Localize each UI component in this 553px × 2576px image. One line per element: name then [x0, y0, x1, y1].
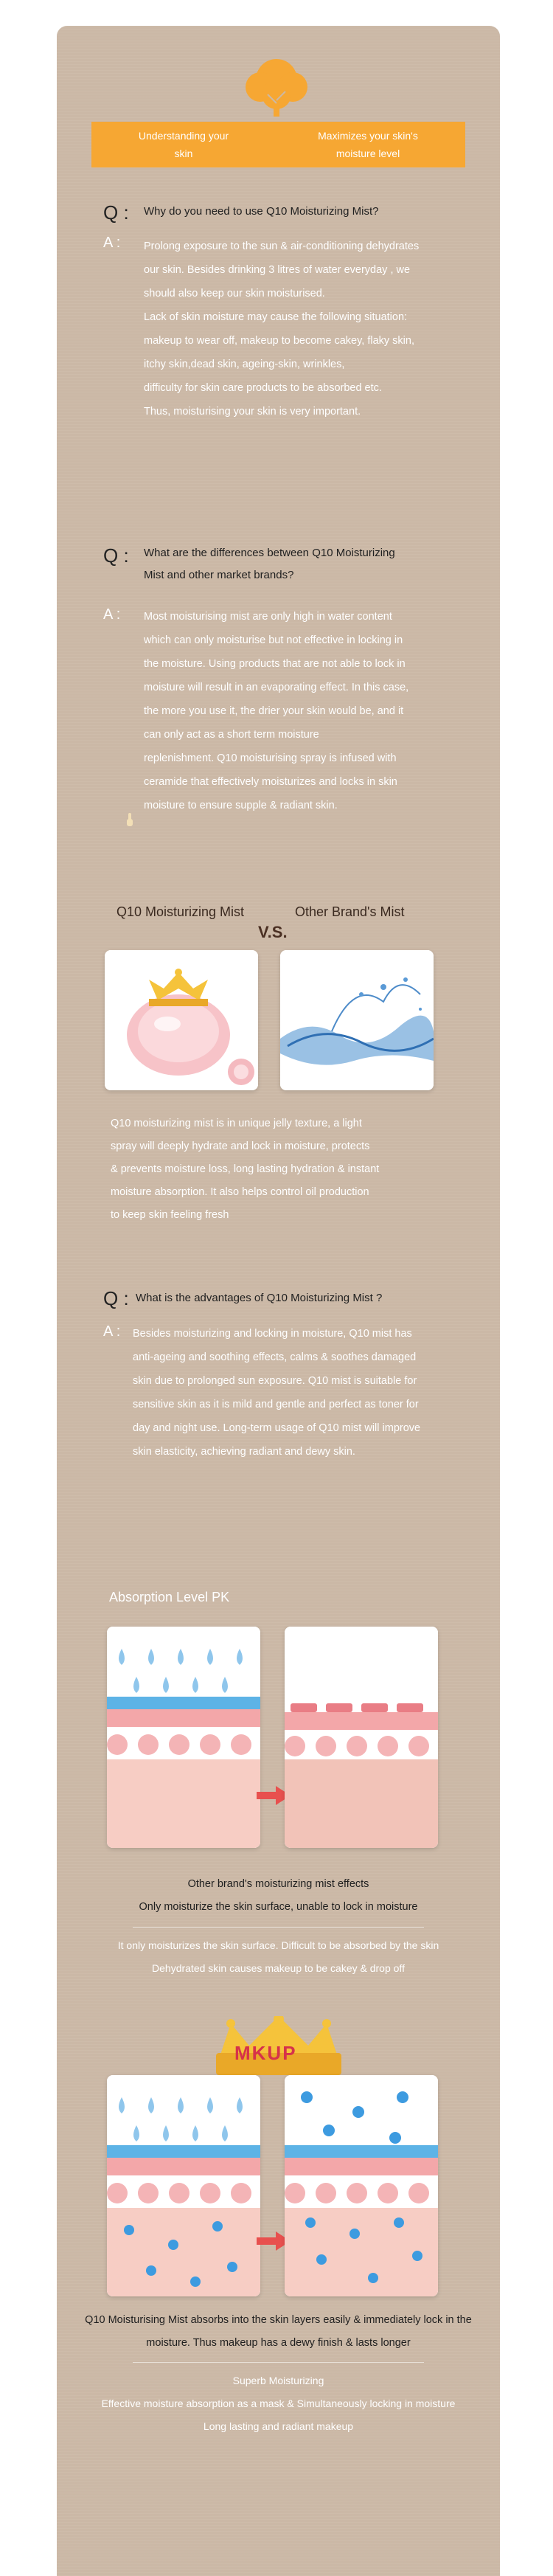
- divider-2: [133, 2362, 424, 2363]
- compare-vs: V.S.: [258, 923, 288, 941]
- qa1-answer: Prolong exposure to the sun & air-conditioning dehydrates our skin. Besides drinking 3 litres of water everyday , we should also keep our skin moisturised. Lack of skin moisture may cause the following situation: makeup to wear off, makeup to become cakey, flaky skin, itchy skin,dead skin, ageing-skin, wrinkles, difficulty for skin care products to be absorbed etc. Thus, moisturising your skin is very important.: [144, 240, 420, 418]
- qa3-answer: Besides moisturizing and locking in moisture, Q10 mist has anti-ageing and soothing effects, calms & soothes damaged skin due to prolonged sun exposure. Q10 mist is suitable for sensitive skin as it is mild and gentle and perfect as toner for day and night use. Long-term usage of Q10 mist will improve skin elasticity, achieving radiant and dewy skin.: [133, 1328, 421, 1458]
- qa1-q-mark: Q :: [103, 201, 129, 224]
- qa1-a-mark: A :: [103, 235, 121, 251]
- compare-right-title: Other Brand's Mist: [295, 904, 405, 919]
- other-brand-caption: Other brand's moisturizing mist effects Only moisturize the skin surface, unable to lock in moisture: [139, 1878, 418, 1913]
- qa2-q-mark: Q :: [103, 544, 129, 567]
- banner-left-label: Understanding your skin: [138, 130, 229, 159]
- qa2-a-mark: A :: [103, 606, 121, 623]
- qa3-a-mark: A :: [103, 1323, 121, 1340]
- other-water-image: [280, 950, 434, 1090]
- divider-1: [133, 1927, 424, 1928]
- qa2-answer: Most moisturising mist are only high in water content which can only moisturise but not effective in locking in the moisture. Using products that are not able to lock in moisture will result in an evaporating effect. In this case, the more you use it, the drier your skin would be, and it can only act as a short term moisture replenishment. Q10 moisturising spray is infused with ceramide that effectively moisturizes and locks in skin moisture to ensure supple & radiant skin.: [144, 611, 409, 811]
- qa1-question: Why do you need to use Q10 Moisturizing Mist?: [144, 205, 379, 218]
- banner-right-label: Maximizes your skin's moisture level: [318, 130, 418, 159]
- crown-badge-label: MKUP: [234, 2042, 297, 2064]
- q10-absorb-before-image: [107, 2075, 260, 2296]
- compare-left-title: Q10 Moisturizing Mist: [116, 904, 245, 919]
- tree-logo-icon: [232, 52, 321, 122]
- qa2-question: What are the differences between Q10 Moisturizing Mist and other market brands?: [144, 547, 395, 581]
- hand-pointer-icon: [125, 811, 134, 828]
- absorption-title: Absorption Level PK: [109, 1590, 230, 1604]
- qa3-question: What is the advantages of Q10 Moisturizing Mist ?: [136, 1292, 383, 1304]
- q10-absorb-after-image: [285, 2075, 438, 2296]
- q10-note: Superb Moisturizing Effective moisture absorption as a mask & Simultaneously locking in moisture Long lasting and radiant makeup: [101, 2375, 456, 2432]
- other-brand-note: It only moisturizes the skin surface. Difficult to be absorbed by the skin Dehydrated skin causes makeup to be cakey & drop off: [117, 1939, 439, 1974]
- header-banner: [91, 122, 465, 167]
- q10-jelly-image: [105, 950, 258, 1090]
- absorb-after-image: [285, 1627, 438, 1848]
- q10-caption: Q10 Moisturising Mist absorbs into the skin layers easily & immediately lock in the moisture. Thus makeup has a dewy finish & lasts longer: [85, 2314, 472, 2349]
- compare-description: Q10 moisturizing mist is in unique jelly texture, a light spray will deeply hydrate and lock in moisture, protects & prevents moisture loss, long lasting hydration & instant moisture absorption. It also helps control oil production to keep skin feeling fresh: [111, 1118, 380, 1221]
- qa3-q-mark: Q :: [103, 1287, 129, 1309]
- absorb-before-image: [107, 1627, 260, 1848]
